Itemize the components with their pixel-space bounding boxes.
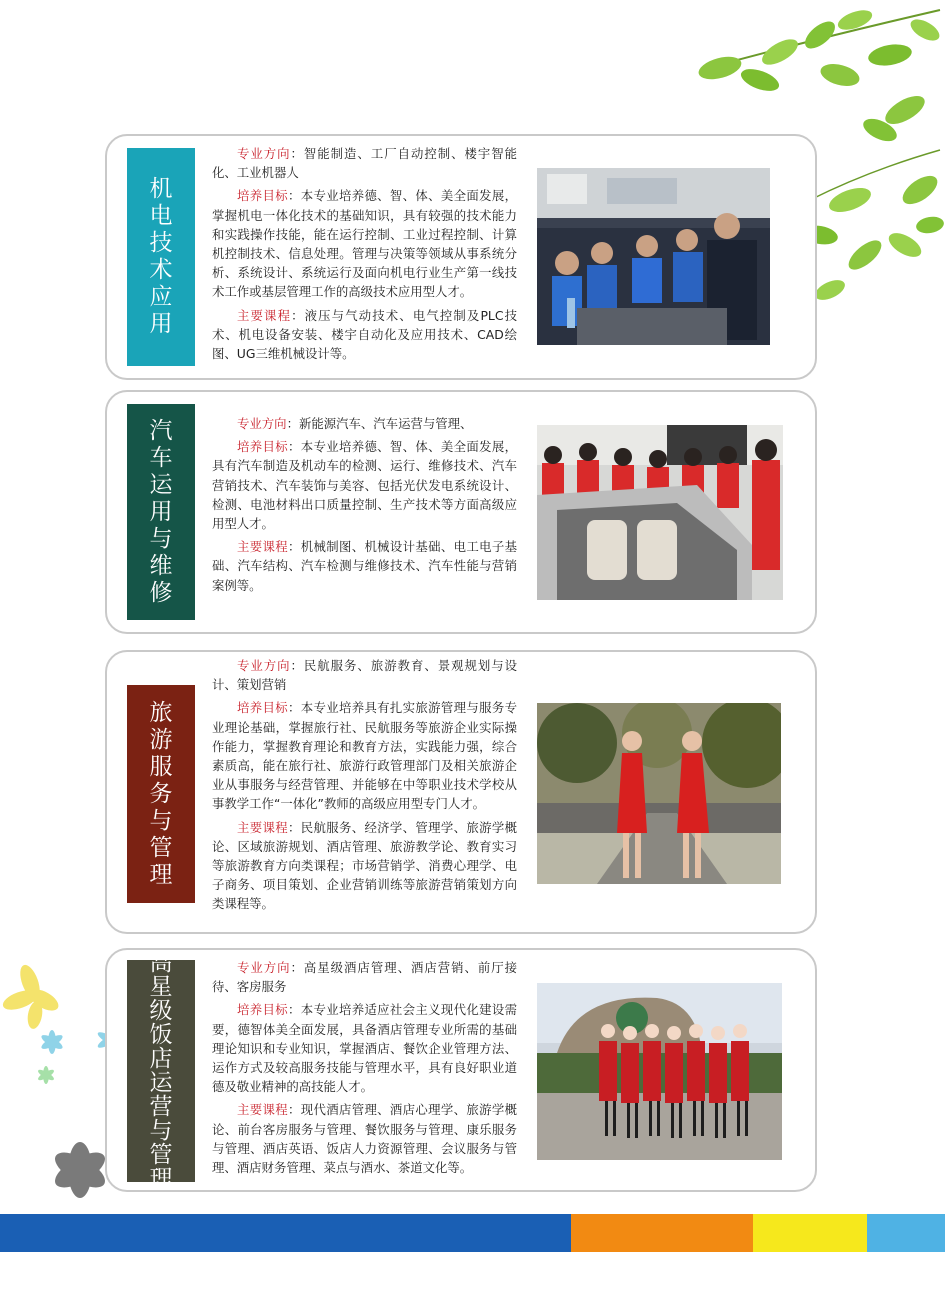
course-text: ：机械制图、机械设计基础、电工电子基础、汽车结构、汽车检测与维修技术、汽车性能与营销案例等。 [212, 539, 518, 593]
course-text: ：液压与气动技术、电气控制及PLC技术、机电设备安装、楼宇自动化及应用技术、CAD绘图、UG三维机械设计等。 [212, 307, 518, 362]
section-title-block [127, 950, 195, 1192]
section-title: 高星级饭店运营与管理 [149, 950, 173, 1192]
section-card-automotive [105, 390, 817, 634]
footer-bar-orange [571, 1214, 753, 1252]
direction-text: ：新能源汽车、汽车运营与管理、 [286, 416, 473, 431]
section-text [212, 656, 517, 918]
goal-label: 培养目标 [237, 188, 288, 204]
section-text [212, 414, 517, 599]
goal-text: ：本专业培养具有扎实旅游管理与服务专业理论基础，掌握旅行社、民航服务等旅游企业实际操作能力，掌握教育理论和教育方法，实践能力强，综合素质高，能在旅行社、旅游行政管理部门及相关旅游企业从事服务与经营管理、并能够在中等职业技术学校从事教学工作“一体化”教师的高级应用型专门人才。 [212, 700, 518, 812]
goal-label: 培养目标 [237, 1002, 288, 1018]
direction-text: ：高星级酒店管理、酒店营销、前厅接待、客房服务 [212, 960, 518, 995]
goal-text: ：本专业培养德、智、体、美全面发展，具有汽车制造及机动车的检测、运行、维修技术、汽车营销技术、汽车装饰与美容、包括光伏发电系统设计、检测、电池材料出口质量控制、生产技术等方面高级应用型人才。 [212, 439, 518, 532]
section-photo [537, 983, 782, 1160]
section-card-mechatronics [105, 134, 817, 380]
course-label: 主要课程 [237, 819, 288, 835]
direction-label: 专业方向 [237, 146, 291, 161]
goal-label: 培养目标 [237, 439, 288, 455]
course-text: ：现代酒店管理、酒店心理学、旅游学概论、前台客房服务与管理、餐饮服务与管理、康乐服务与管理、酒店英语、饭店人力资源管理、会议服务与管理、酒店财务管理、菜点与酒水、茶道文化等。 [212, 1102, 518, 1176]
section-title: 汽车运用与维修 [149, 417, 173, 606]
course-text: ：民航服务、经济学、管理学、旅游学概论、区域旅游规划、酒店管理、旅游教学论、教育实习等旅游教育方向类课程；市场营销学、消费心理学、电子商务、项目策划、企业营销训练等旅游营销策划方向类课程等。 [212, 819, 518, 912]
section-title: 机电技术应用 [149, 176, 173, 337]
goal-label: 培养目标 [237, 700, 288, 716]
course-label: 主要课程 [237, 1102, 288, 1118]
direction-label: 专业方向 [237, 960, 291, 975]
footer-bar-lightblue [867, 1214, 945, 1252]
goal-text: ：本专业培养适应社会主义现代化建设需要，德智体美全面发展，具备酒店管理专业所需的基础理论知识和专业知识，掌握酒店、餐饮企业管理方法、运作方式及较高服务技能与管理水平，具有良好职业道德及敬业精神的高技能人才。 [212, 1002, 518, 1095]
direction-label: 专业方向 [237, 658, 291, 673]
course-label: 主要课程 [237, 539, 288, 555]
section-text [212, 144, 517, 367]
section-title-block [127, 404, 195, 620]
section-title: 旅游服务与管理 [149, 699, 173, 888]
section-photo [537, 425, 783, 600]
section-photo [537, 703, 781, 884]
section-card-hotel [105, 948, 817, 1192]
footer-bar-yellow [753, 1214, 867, 1252]
section-text [212, 958, 517, 1181]
section-title-block [127, 148, 195, 366]
direction-text: ：智能制造、工厂自动控制、楼宇智能化、工业机器人 [212, 146, 518, 181]
section-photo [537, 168, 770, 345]
footer-bar-blue [0, 1214, 571, 1252]
section-card-tourism [105, 650, 817, 934]
direction-label: 专业方向 [237, 416, 287, 431]
course-label: 主要课程 [237, 307, 292, 323]
section-title-block [127, 685, 195, 903]
goal-text: ：本专业培养德、智、体、美全面发展，掌握机电一体化技术的基础知识，具有较强的技术能力和实践操作技能，能在运行控制、工业过程控制、计算机控制技术、信息处理。管理与决策等领域从事系统分析、系统设计、系统运行及面向机电行业生产第一线技术工作或基层管理工作的高级技术应用型人才。 [212, 188, 518, 300]
direction-text: ：民航服务、旅游教育、景观规划与设计、策划营销 [212, 658, 518, 693]
